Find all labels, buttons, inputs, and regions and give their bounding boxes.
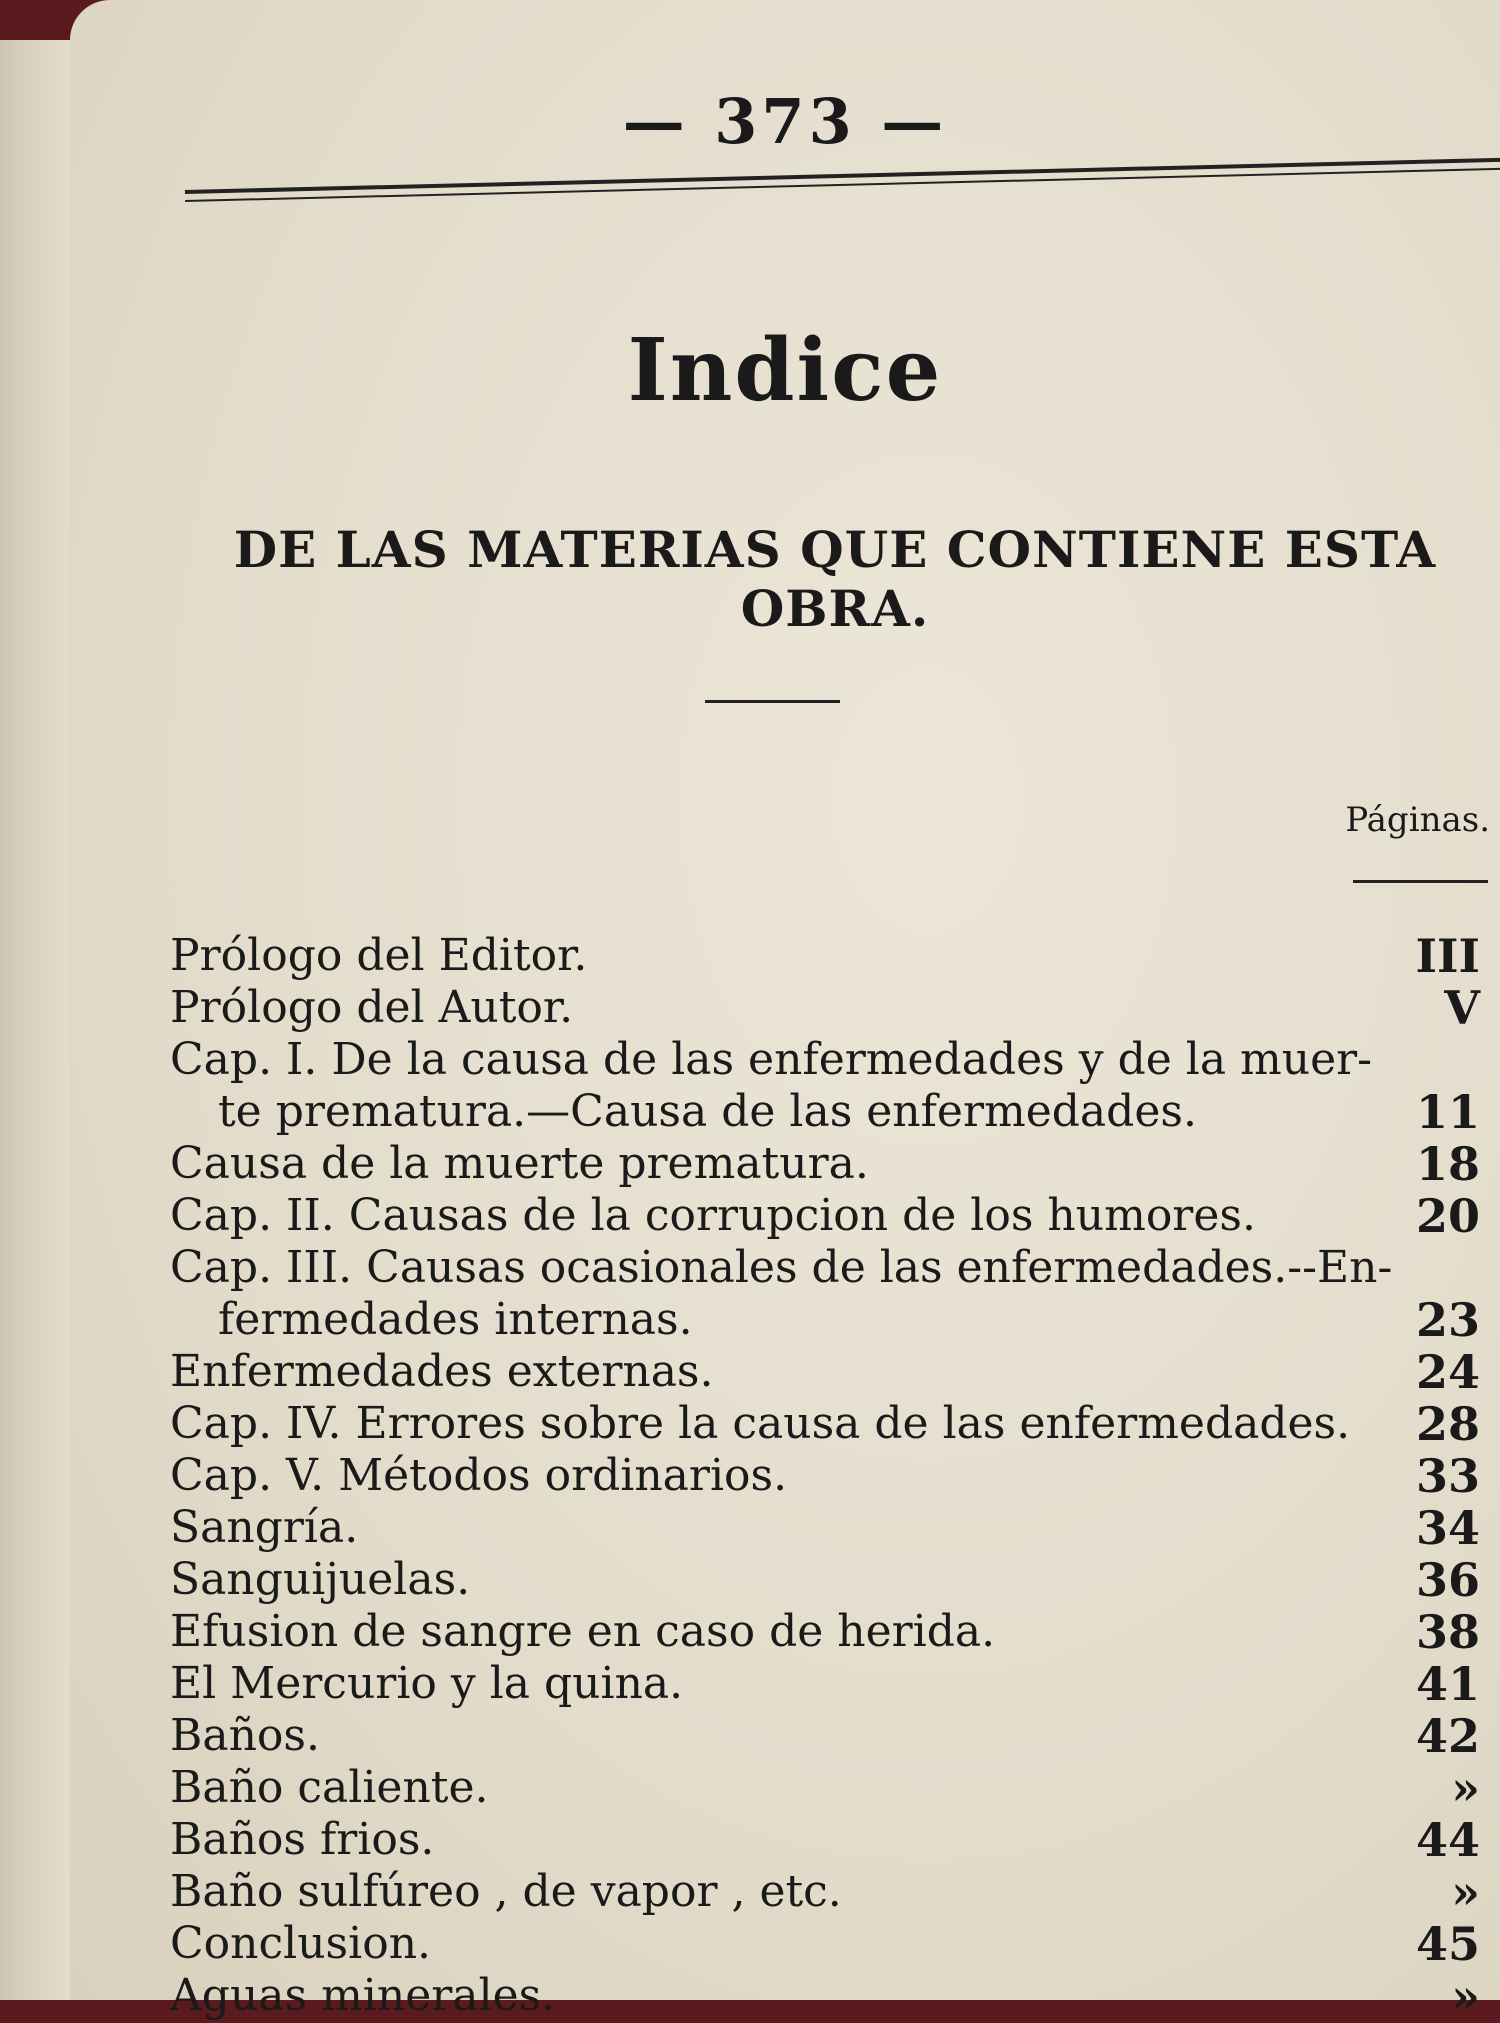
toc-entry <box>170 1450 1480 1502</box>
toc-entry-page: » <box>1451 1761 1480 1815</box>
page-number: — 373 — <box>622 85 948 158</box>
section-divider <box>705 700 840 703</box>
toc-entry <box>170 1138 1480 1190</box>
toc-entry-page: 44 <box>1415 1813 1480 1867</box>
toc-entry <box>170 1034 1480 1086</box>
toc-entry-text: Aguas minerales. <box>170 1970 556 2021</box>
toc-entry-text: El Mercurio y la quina. <box>170 1658 684 1709</box>
toc-entry-text: Sangría. <box>170 1502 359 1553</box>
toc-entry-text: Efusion de sangre en caso de herida. <box>170 1606 996 1657</box>
page-title: Indice <box>627 320 943 421</box>
table-of-contents <box>170 930 1480 2022</box>
toc-entry <box>170 1814 1480 1866</box>
toc-entry <box>170 1086 1480 1138</box>
header-double-rule <box>185 158 1500 202</box>
toc-entry <box>170 982 1480 1034</box>
toc-entry <box>170 1190 1480 1242</box>
toc-entry-page: 23 <box>1415 1293 1480 1347</box>
toc-entry-text: Prólogo del Editor. <box>170 930 588 981</box>
toc-entry-page: 34 <box>1415 1501 1480 1555</box>
toc-entry <box>170 1710 1480 1762</box>
toc-entry-page: V <box>1444 981 1480 1035</box>
toc-entry-text: Prólogo del Autor. <box>170 982 574 1033</box>
toc-entry <box>170 1502 1480 1554</box>
toc-entry-page: 20 <box>1415 1189 1480 1243</box>
toc-entry-text: Baños. <box>170 1710 320 1761</box>
toc-entry <box>170 1866 1480 1918</box>
toc-entry <box>170 1606 1480 1658</box>
toc-entry-text: Causa de la muerte prematura. <box>170 1138 869 1189</box>
toc-entry <box>170 1242 1480 1294</box>
toc-entry-text: Baño sulfúreo , de vapor , etc. <box>170 1866 842 1917</box>
toc-entry-text: Baño caliente. <box>170 1762 489 1813</box>
toc-entry <box>170 1398 1480 1450</box>
toc-entry <box>170 1554 1480 1606</box>
toc-entry-page: 36 <box>1415 1553 1480 1607</box>
toc-entry <box>170 1658 1480 1710</box>
toc-entry-page: III <box>1415 929 1480 983</box>
toc-entry-page: 45 <box>1415 1917 1480 1971</box>
toc-entry-text: fermedades internas. <box>218 1294 693 1345</box>
toc-entry-page: 24 <box>1415 1345 1480 1399</box>
toc-entry-text: Cap. I. De la causa de las enfermedades y de la muer- <box>170 1034 1373 1085</box>
book-page <box>70 0 1500 2023</box>
toc-entry-page: 41 <box>1415 1657 1480 1711</box>
toc-entry <box>170 1970 1480 2022</box>
toc-entry-text: Cap. III. Causas ocasionales de las enfermedades.--En- <box>170 1242 1393 1293</box>
toc-entry-text: Baños frios. <box>170 1814 435 1865</box>
toc-entry-page: » <box>1451 1969 1480 2023</box>
toc-entry-text: Cap. V. Métodos ordinarios. <box>170 1450 788 1501</box>
toc-entry <box>170 930 1480 982</box>
toc-entry-text: Conclusion. <box>170 1918 432 1969</box>
toc-entry-text: te prematura.—Causa de las enfermedades. <box>218 1086 1197 1137</box>
page-subtitle: DE LAS MATERIAS QUE CONTIENE ESTA OBRA. <box>233 520 1437 638</box>
toc-entry-page: 11 <box>1415 1085 1480 1139</box>
toc-entry <box>170 1762 1480 1814</box>
toc-entry-page: 18 <box>1415 1137 1480 1191</box>
toc-entry-text: Enfermedades externas. <box>170 1346 714 1397</box>
toc-entry <box>170 1346 1480 1398</box>
toc-entry-page: 42 <box>1415 1709 1480 1763</box>
toc-entry <box>170 1294 1480 1346</box>
toc-entry-page: 33 <box>1415 1449 1480 1503</box>
toc-entry-text: Sanguijuelas. <box>170 1554 471 1605</box>
toc-entry-text: Cap. II. Causas de la corrupcion de los humores. <box>170 1190 1256 1241</box>
pages-header-rule <box>1353 880 1488 883</box>
pages-column-header: Páginas. <box>1345 800 1490 840</box>
toc-entry-page: 38 <box>1415 1605 1480 1659</box>
toc-entry <box>170 1918 1480 1970</box>
toc-entry-page: » <box>1451 1865 1480 1919</box>
toc-entry-page: 28 <box>1415 1397 1480 1451</box>
toc-entry-text: Cap. IV. Errores sobre la causa de las enfermedades. <box>170 1398 1351 1449</box>
